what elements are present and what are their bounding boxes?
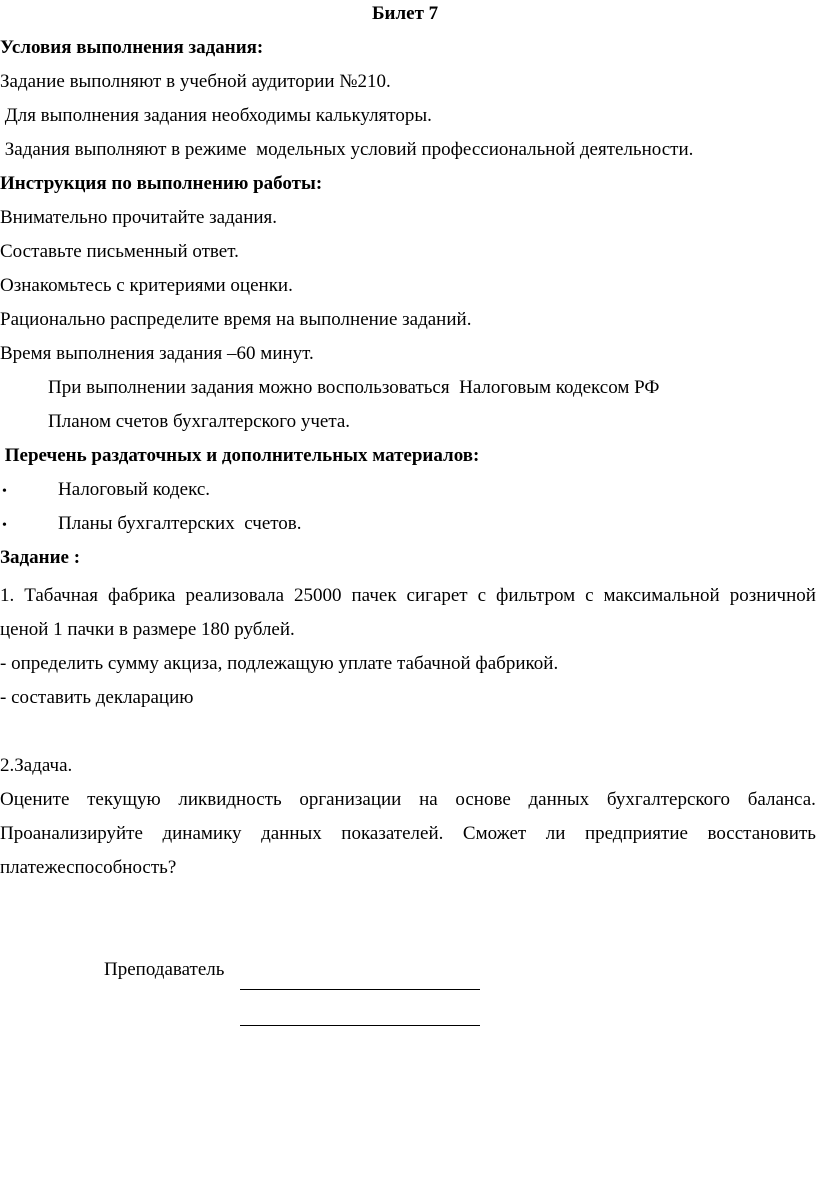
conditions-line: Задание выполняют в учебной аудитории №210.: [0, 71, 391, 92]
word: максимальной: [603, 585, 720, 606]
signature-line: [240, 989, 480, 990]
problem2-line1: [0, 788, 816, 812]
word: Проанализируйте: [0, 823, 143, 844]
word: организации: [299, 789, 402, 810]
word: ли: [545, 823, 566, 844]
instructions-line: Время выполнения задания –60 минут.: [0, 343, 314, 364]
word: динамику: [162, 823, 242, 844]
problem1-line1: [0, 584, 816, 608]
conditions-line: Задания выполняют в режиме модельных условий профессиональной деятельности.: [0, 139, 694, 160]
instructions-line: Составьте письменный ответ.: [0, 241, 239, 262]
teacher-signature-label: Преподаватель: [104, 959, 225, 980]
problem1-line2: ценой 1 пачки в размере 180 рублей.: [0, 619, 295, 640]
word: текущую: [87, 789, 161, 810]
bullet-icon: •: [2, 484, 7, 499]
list-item-label: Планы бухгалтерских счетов.: [58, 513, 302, 534]
instructions-indented-line: При выполнении задания можно воспользоваться Налоговым кодексом РФ: [48, 377, 660, 398]
word: на: [419, 789, 438, 810]
word: розничной: [729, 585, 816, 606]
word: восстановить: [707, 823, 816, 844]
word: фабрика: [108, 585, 176, 606]
word: Табачная: [24, 585, 99, 606]
word: данных: [528, 789, 590, 810]
word: показателей.: [341, 823, 444, 844]
instructions-heading: Инструкция по выполнению работы:: [0, 173, 323, 194]
conditions-line: Для выполнения задания необходимы калькуляторы.: [0, 105, 432, 126]
word: ликвидность: [178, 789, 282, 810]
instructions-line: Ознакомьтесь с критериями оценки.: [0, 275, 293, 296]
word: Сможет: [462, 823, 527, 844]
word: предприятие: [584, 823, 688, 844]
bullet-icon: •: [2, 518, 7, 533]
word: реализовала: [185, 585, 285, 606]
task-heading: Задание :: [0, 547, 81, 568]
problem1-subtask: - составить декларацию: [0, 687, 194, 708]
word: 25000: [294, 585, 342, 606]
list-item-label: Налоговый кодекс.: [58, 479, 211, 500]
word: фильтром: [496, 585, 576, 606]
word: баланса.: [747, 789, 816, 810]
signature-line: [240, 1025, 480, 1026]
word: с: [477, 585, 487, 606]
problem2-label: 2.Задача.: [0, 755, 73, 776]
word: данных: [261, 823, 322, 844]
word: Оцените: [0, 789, 70, 810]
word: основе: [455, 789, 511, 810]
instructions-line: Внимательно прочитайте задания.: [0, 207, 278, 228]
problem1-subtask: - определить сумму акциза, подлежащую уплате табачной фабрикой.: [0, 653, 559, 674]
problem2-line2: [0, 822, 816, 846]
word: пачек: [351, 585, 397, 606]
materials-heading: Перечень раздаточных и дополнительных материалов:: [0, 445, 480, 466]
word: с: [585, 585, 594, 606]
ticket-title: Билет 7: [372, 3, 439, 24]
problem2-line3: платежеспособность?: [0, 857, 177, 878]
word: сигарет: [406, 585, 468, 606]
word: 1.: [0, 585, 15, 606]
conditions-heading: Условия выполнения задания:: [0, 37, 264, 58]
instructions-line: Рационально распределите время на выполнение заданий.: [0, 309, 472, 330]
word: бухгалтерского: [606, 789, 730, 810]
instructions-indented-line: Планом счетов бухгалтерского учета.: [48, 411, 351, 432]
